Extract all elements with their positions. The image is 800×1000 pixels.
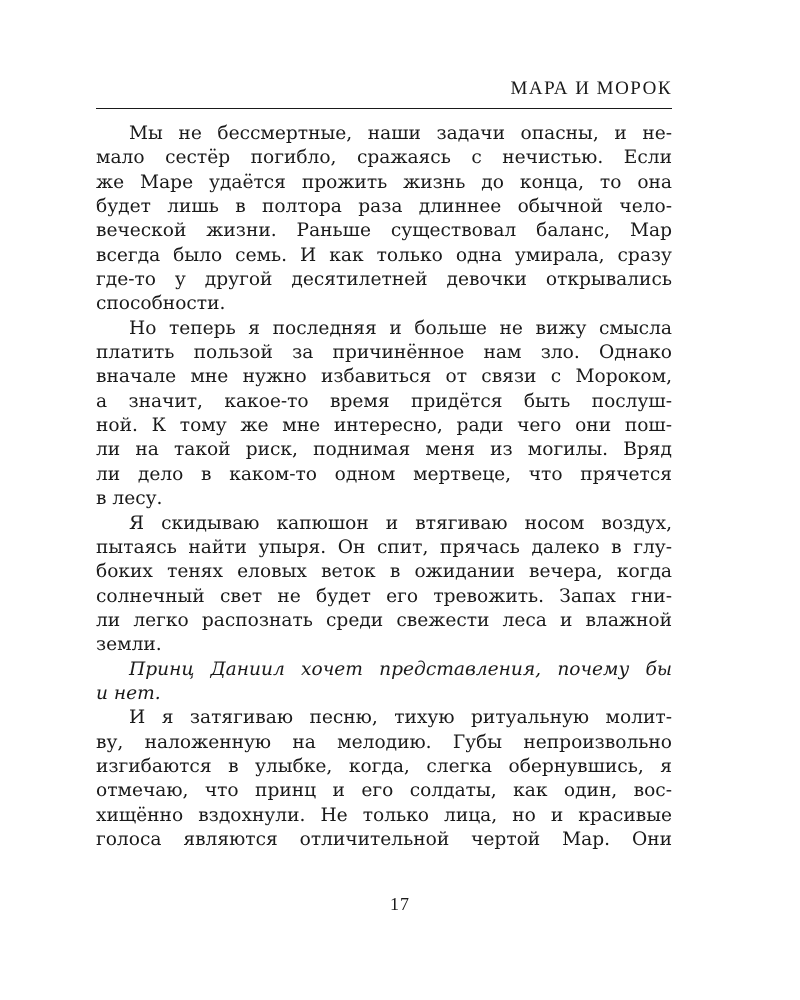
text-line: пытаясь найти упыря. Он спит, прячась далеко в глу- bbox=[96, 536, 672, 558]
text-line: же Маре удаётся прожить жизнь до конца, то она bbox=[96, 171, 672, 193]
text-line: мало сестёр погибло, сражаясь с нечистью. Если bbox=[96, 147, 672, 169]
page-number: 17 bbox=[390, 894, 410, 914]
header-rule bbox=[96, 108, 672, 109]
text-line: ли легко распознать среди свежести леса и влажной bbox=[96, 609, 672, 631]
text-line: голоса являются отличительной чертой Мар. Они bbox=[96, 828, 672, 850]
text-line: изгибаются в улыбке, когда, слегка обернувшись, я bbox=[96, 755, 672, 777]
text-line: боких тенях еловых веток в ожидании вечера, когда bbox=[96, 561, 672, 583]
text-line: веческой жизни. Раньше существовал баланс, Мар bbox=[96, 220, 672, 242]
running-title: МАРА И МОРОК bbox=[510, 78, 672, 99]
text-line: Мы не бессмертные, наши задачи опасны, и не- bbox=[129, 123, 672, 144]
text-line: где-то у другой десятилетней девочки открывались bbox=[96, 269, 672, 291]
body-text bbox=[96, 122, 672, 852]
text-line: ли дело в каком-то одном мертвеце, что прячется bbox=[96, 463, 672, 485]
text-line: Но теперь я последняя и больше не вижу смысла bbox=[129, 317, 672, 339]
text-line: ной. К тому же мне интересно, ради чего они пош- bbox=[96, 415, 672, 437]
text-line: ли на такой риск, поднимая меня из могилы. Вряд bbox=[96, 439, 672, 461]
text-line: земли. bbox=[96, 634, 162, 656]
text-line-italic: Принц Даниил хочет представления, почему бы bbox=[129, 658, 672, 680]
text-line: будет лишь в полтора раза длиннее обычной чело- bbox=[96, 196, 672, 218]
text-line: способности. bbox=[96, 293, 226, 315]
text-line: отмечаю, что принц и его солдаты, как один, вос- bbox=[96, 780, 672, 802]
text-line: хищённо вздохнули. Не только лица, но и красивые bbox=[96, 804, 672, 826]
text-line: в лесу. bbox=[96, 488, 163, 510]
text-line: солнечный свет не будет его тревожить. Запах гни- bbox=[96, 585, 672, 607]
text-line: Я скидываю капюшон и втягиваю носом воздух, bbox=[129, 512, 672, 534]
text-line-italic: и нет. bbox=[96, 682, 161, 704]
text-line: платить пользой за причинённое нам зло. Однако bbox=[96, 342, 672, 364]
text-line: И я затягиваю песню, тихую ритуальную молит- bbox=[129, 707, 672, 729]
text-line: а значит, какое-то время придётся быть послуш- bbox=[96, 390, 672, 412]
text-line: ву, наложенную на мелодию. Губы непроизвольно bbox=[96, 731, 672, 753]
text-line: всегда было семь. И как только одна умирала, сразу bbox=[96, 244, 672, 266]
text-line: вначале мне нужно избавиться от связи с Мороком, bbox=[96, 366, 672, 388]
